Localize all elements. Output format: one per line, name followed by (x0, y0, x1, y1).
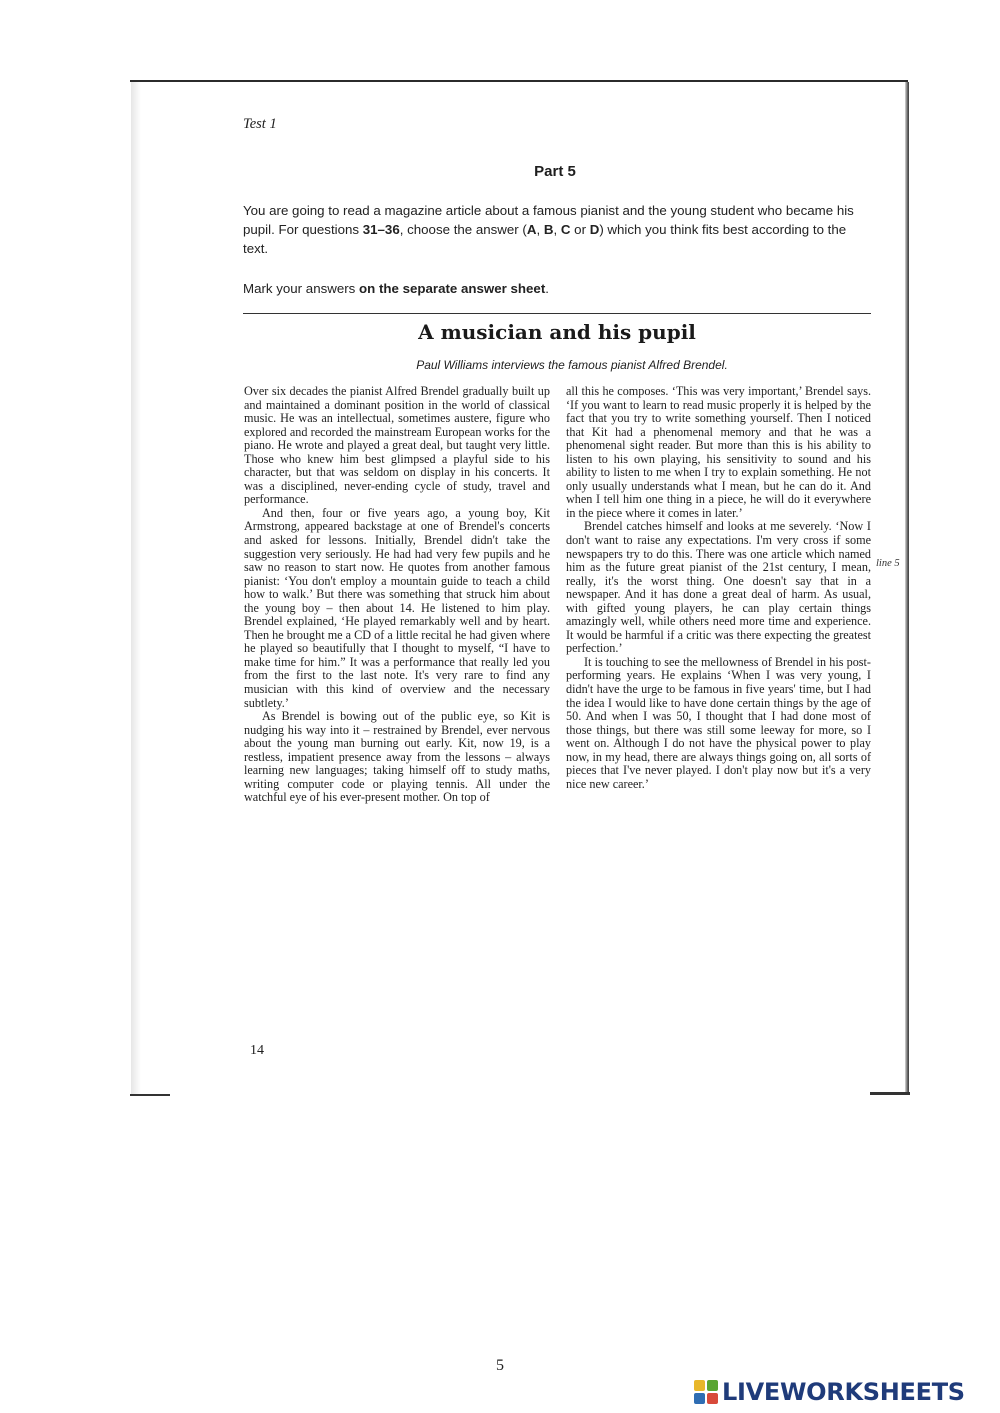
logo-square (707, 1380, 718, 1391)
instructions-text: or (570, 222, 590, 237)
option-a: A (526, 222, 537, 237)
article-paragraph: Brendel catches himself and looks at me severely. ‘Now I don't want to raise any expectations. I'm very cross if some newspapers try to do this. There was one article which named him as the future great pianist of the 21st century, I mean, really, it's the worst thing. One doesn't say that in a newspaper. And it has done a great deal of harm. As usual, with gifted young players, he can play certain things amazingly well, while others need more time and experience. It would be harmful if a critic was there expecting the greatest perfection.’ (566, 519, 871, 656)
scan-top-edge (130, 80, 908, 82)
divider (243, 313, 871, 314)
instructions-text: . (545, 281, 549, 296)
instructions-text: , (536, 222, 544, 237)
test-label: Test 1 (243, 116, 277, 132)
logo-square (707, 1393, 718, 1404)
article-paragraph: Over six decades the pianist Alfred Brendel gradually built up and maintained a dominant position in the world of classical music. He was an intellectual, sometimes austere, figure who explored and recorded the mainstream European works for the piano. He wrote and played a great deal, but taught very little. Those who knew him best glimpsed a playful side to his character, but that was seldom on display in his concerts. It was a disciplined, never-ending cycle of study, travel and performance. (244, 384, 550, 507)
logo-squares-icon (694, 1380, 718, 1404)
page-number: 14 (250, 1043, 264, 1058)
logo-square (694, 1380, 705, 1391)
option-d: D (589, 222, 600, 237)
question-range: 31–36 (362, 222, 400, 237)
line-marker: line 5 (876, 558, 900, 569)
article-title: A musician and his pupil (418, 320, 696, 344)
option-b: B (543, 222, 554, 237)
instructions-text: Mark your answers (243, 281, 360, 296)
logo-text: LIVEWORKSHEETS (722, 1378, 965, 1406)
article-subtitle: Paul Williams interviews the famous pianist Alfred Brendel. (416, 358, 728, 372)
instructions-text: , (553, 222, 561, 237)
instructions-text: ) which you think fits best according to the text. (243, 222, 847, 256)
scan-left-shadow (131, 82, 141, 1094)
instructions (243, 201, 871, 258)
instructions-text: You are going to read a magazine article about a famous pianist and the young student who became his pupil. For questions (243, 203, 854, 237)
instructions-text: , choose the answer ( (399, 222, 527, 237)
instructions-paragraph (243, 201, 871, 258)
sheet-number: 5 (496, 1357, 504, 1374)
article-column-right (566, 385, 871, 791)
scan-bottom-edge (130, 1094, 170, 1096)
part-title: Part 5 (534, 163, 576, 180)
article-paragraph: And then, four or five years ago, a young boy, Kit Armstrong, appeared backstage at one of Brendel's concerts and asked for lessons. Initially, Brendel didn't take the suggestion very seriously. He had had very few pupils and he saw no reason to start now. He quotes from another famous pianist: ‘You don't employ a mountain guide to teach a child how to walk.’ But there was something that struck him about the young boy – then about 14. He listened to him play. Brendel explained, ‘He played remarkably well and by heart. Then he brought me a CD of a little recital he had given where he played so beautifully that I thought to myself, “I have to make time for him.” It was a performance that really led you from the first to the last note. It's very rare to find any musician with this kind of overview and the necessary subtlety.’ (244, 505, 550, 710)
answer-sheet-emphasis: on the separate answer sheet (359, 281, 546, 296)
liveworksheets-logo (694, 1378, 965, 1406)
scan-bottom-edge-right (870, 1092, 910, 1095)
mark-answers-instruction (243, 281, 549, 296)
scan-right-edge (905, 82, 909, 1095)
option-c: C (560, 222, 571, 237)
article-paragraph: It is touching to see the mellowness of Brendel in his post-performing years. He explains ‘When I was very young, I didn't have the urge to be famous in five years' time, but I had the idea I would like to have done certain things by the age of 50. And when I was 50, I thought that I had done most of those things, but there was still some leeway for more, so I went on. Although I do not have the physical power to play now, in my head, there are always things going on, all sorts of pieces that I've never played. I don't play now but it's a very nice new career.’ (566, 654, 871, 791)
article-paragraph: As Brendel is bowing out of the public eye, so Kit is nudging his way into it – restrained by Brendel, ever nervous about the young man burning out early. Kit, now 19, is a restless, impatient presence away from the lessons – always learning new languages; taking himself off to study maths, writing computer code or playing tennis. All under the watchful eye of his ever-present mother. On top of (244, 709, 550, 805)
logo-square (694, 1393, 705, 1404)
article-column-left (244, 385, 550, 805)
article-paragraph: all this he composes. ‘This was very important,’ Brendel says. ‘If you want to learn to read music properly it is helped by the fact that you try to write something yourself. Then I noticed that Kit had a phenomenal memory and that he was a phenomenal sight reader. But more than this is his ability to listen to his own playing, his sensitivity to sound and his ability to listen to me when I try to explain something. He not only usually understands what I mean, but he can do it. And when I tell him one thing in a piece, he will do it everywhere in the piece where it comes in later.’ (566, 384, 871, 520)
